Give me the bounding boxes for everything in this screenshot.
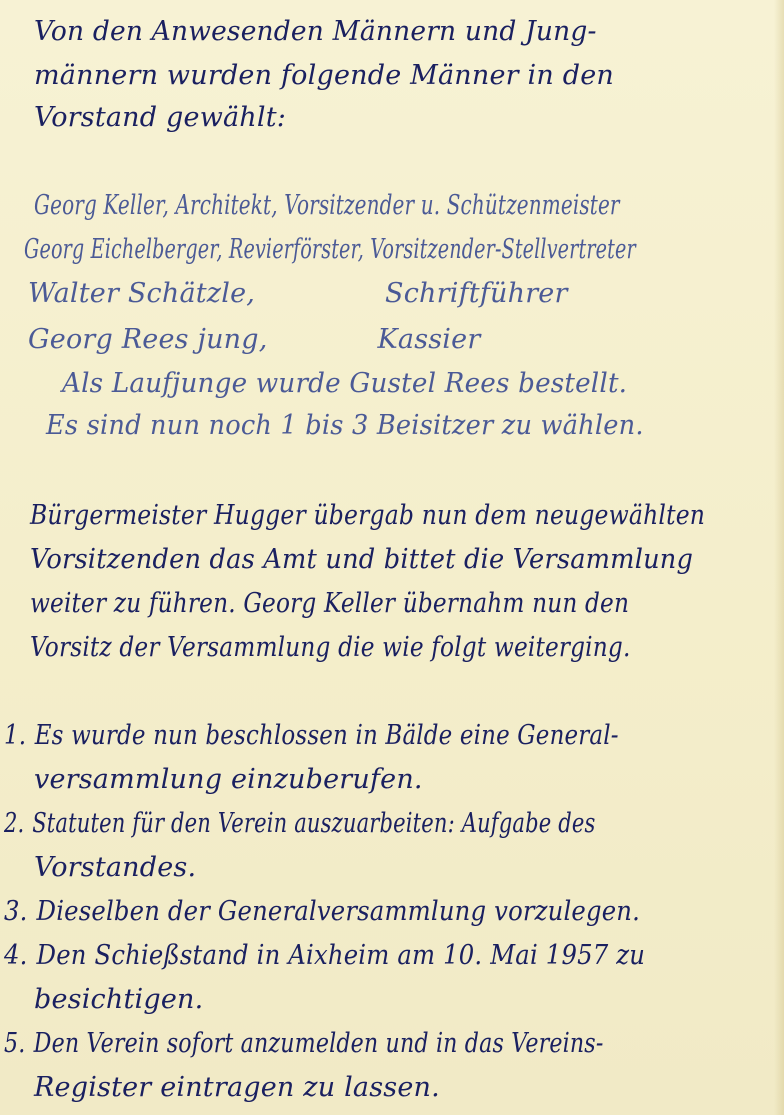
- note-laufjunge: Als Laufjunge wurde Gustel Rees bestellt.: [62, 368, 628, 399]
- mayor-line-4: Vorsitz der Versammlung die wie folgt weiterging.: [30, 632, 631, 663]
- board-line-2: Georg Eichelberger, Revierförster, Vorsitzender-Stellvertreter: [24, 234, 636, 265]
- resolution-number: 3.: [4, 896, 28, 927]
- mayor-line-1: Bürgermeister Hugger übergab nun dem neugewählten: [30, 500, 706, 531]
- resolution-2-line-1: [4, 806, 595, 842]
- intro-line-1: Von den Anwesenden Männern und Jung-: [34, 16, 597, 47]
- resolution-text: Dieselben der Generalversammlung vorzulegen.: [36, 896, 641, 927]
- note-beisitzer: Es sind nun noch 1 bis 3 Beisitzer zu wählen.: [46, 410, 644, 441]
- resolution-number: 4.: [4, 940, 28, 971]
- resolution-text: Statuten für den Verein auszuarbeiten: Aufgabe des: [32, 808, 596, 839]
- resolution-4-line-1: [4, 938, 645, 974]
- mayor-line-3: weiter zu führen. Georg Keller übernahm nun den: [30, 588, 630, 619]
- resolution-text: Den Verein sofort anzumelden und in das Vereins-: [33, 1028, 604, 1059]
- board-line-4: [28, 322, 480, 358]
- resolution-2-line-2: Vorstandes.: [34, 852, 197, 883]
- intro-line-2: männern wurden folgende Männer in den: [34, 60, 615, 91]
- board-name-schaetzle: Walter Schätzle,: [28, 278, 256, 309]
- resolution-number: 5.: [4, 1028, 26, 1059]
- resolution-number: 1.: [4, 720, 27, 751]
- resolution-5-line-1: [4, 1026, 603, 1062]
- board-role-schriftfuehrer: Schriftführer: [385, 278, 568, 309]
- resolution-5-line-2: Register eintragen zu lassen.: [34, 1072, 440, 1103]
- resolution-1-line-1: [4, 718, 619, 754]
- resolution-text: Den Schießstand in Aixheim am 10. Mai 1957 zu: [36, 940, 646, 971]
- resolution-4-line-2: besichtigen.: [34, 984, 204, 1015]
- mayor-line-2: Vorsitzenden das Amt und bittet die Versammlung: [30, 544, 694, 575]
- page-edge-shadow: [774, 0, 784, 1115]
- resolution-3-line-1: [4, 894, 640, 930]
- resolution-1-line-2: versammlung einzuberufen.: [34, 764, 423, 795]
- board-name-rees: Georg Rees jung,: [28, 324, 268, 355]
- resolution-text: Es wurde nun beschlossen in Bälde eine General-: [34, 720, 619, 751]
- resolution-number: 2.: [4, 808, 25, 839]
- board-line-3: [28, 276, 568, 312]
- board-line-1: Georg Keller, Architekt, Vorsitzender u. Schützenmeister: [34, 190, 620, 221]
- board-role-kassier: Kassier: [377, 324, 481, 355]
- intro-line-3: Vorstand gewählt:: [34, 102, 287, 133]
